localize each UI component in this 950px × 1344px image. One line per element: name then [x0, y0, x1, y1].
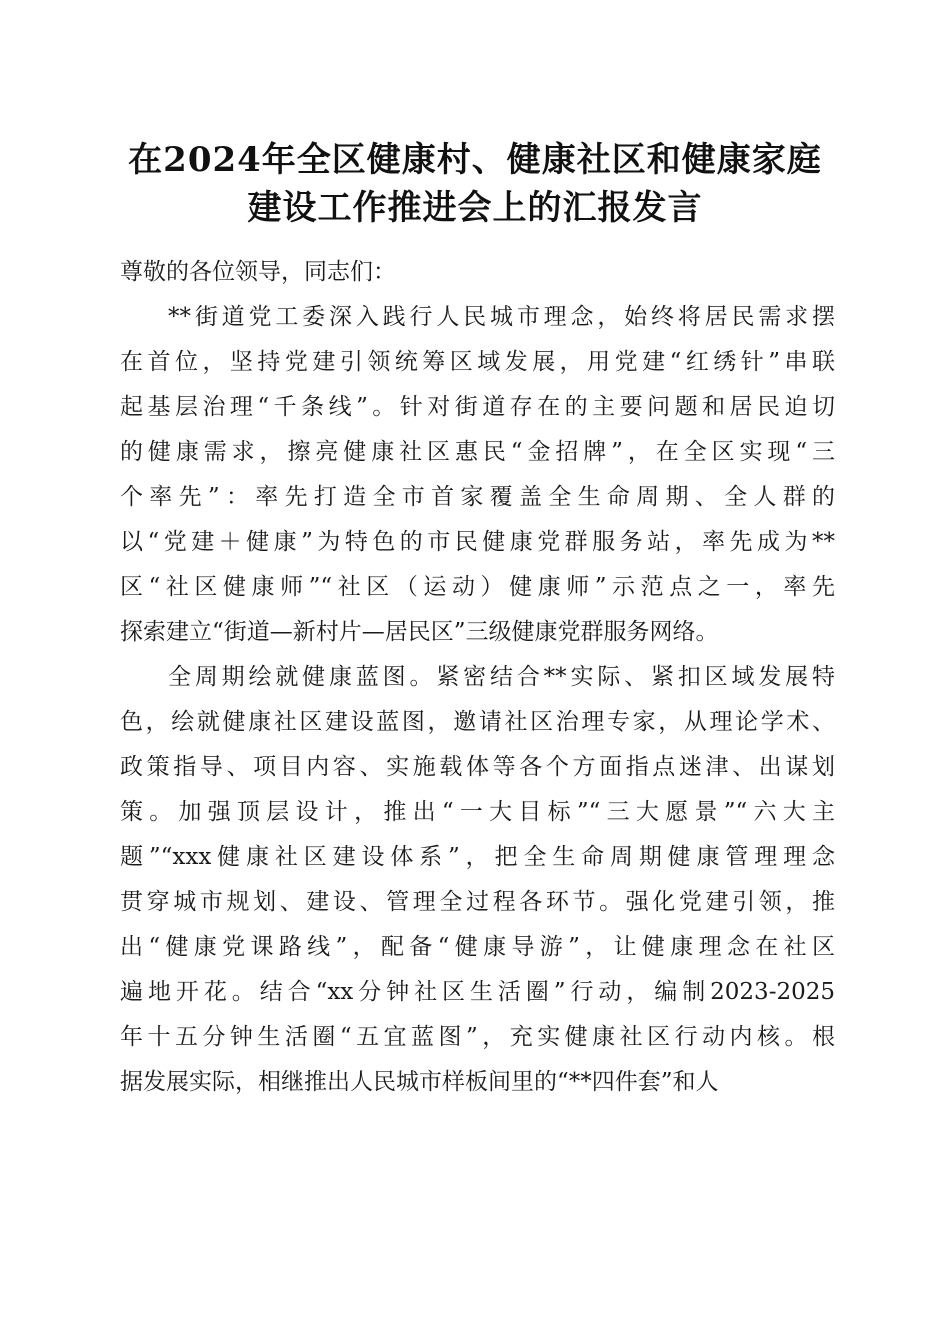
paragraph-2-line: 出“健康党课路线”，配备“健康导游”，让健康理念在社区 [120, 934, 835, 960]
salutation: 尊敬的各位领导，同志们： [120, 259, 396, 285]
paragraph-2-line: 题”“xxx健康社区建设体系”，把全生命周期健康管理理念 [120, 844, 835, 870]
paragraph-2-line: 贯穿城市规划、建设、管理全过程各环节。强化党建引领，推 [120, 889, 835, 915]
paragraph-2-line: 色，绘就健康社区建设蓝图，邀请社区治理专家，从理论学术、 [120, 709, 835, 735]
paragraph-1-line: 的健康需求，擦亮健康社区惠民“金招牌”，在全区实现“三 [120, 439, 835, 465]
paragraph-2-line: 策。加强顶层设计，推出“一大目标”“三大愿景”“六大主 [120, 799, 835, 825]
document-body [120, 250, 835, 1105]
title-line-2: 建设工作推进会上的汇报发言 [247, 188, 703, 228]
paragraph-2-line: 政策指导、项目内容、实施载体等各个方面指点迷津、出谋划 [120, 754, 835, 780]
paragraph-2-line: 据发展实际，相继推出人民城市样板间里的“**四件套”和人 [120, 1069, 719, 1095]
paragraph-2-line: 全周期绘就健康蓝图。紧密结合**实际、紧扣区域发展特 [168, 664, 835, 690]
title-line-1: 在2024年全区健康村、健康社区和健康家庭 [128, 140, 822, 180]
document-title [100, 136, 850, 232]
paragraph-2-line: 遍地开花。结合“xx分钟社区生活圈”行动，编制2023-2025 [120, 979, 835, 1005]
paragraph-1-line: 在首位，坚持党建引领统筹区域发展，用党建“红绣针”串联 [120, 349, 835, 375]
paragraph-1-line: 个率先”：率先打造全市首家覆盖全生命周期、全人群的 [120, 484, 835, 510]
paragraph-1-line: 起基层治理“千条线”。针对街道存在的主要问题和居民迫切 [120, 394, 835, 420]
paragraph-2-line: 年十五分钟生活圈“五宜蓝图”，充实健康社区行动内核。根 [120, 1024, 835, 1050]
paragraph-1-line: 以“党建＋健康”为特色的市民健康党群服务站，率先成为** [120, 529, 835, 555]
paragraph-1-line: 探索建立“街道—新村片—居民区”三级健康党群服务网络。 [120, 619, 719, 645]
paragraph-1-line: 区“社区健康师”“社区（运动）健康师”示范点之一，率先 [120, 574, 835, 600]
paragraph-1-line: **街道党工委深入践行人民城市理念，始终将居民需求摆 [168, 304, 835, 330]
